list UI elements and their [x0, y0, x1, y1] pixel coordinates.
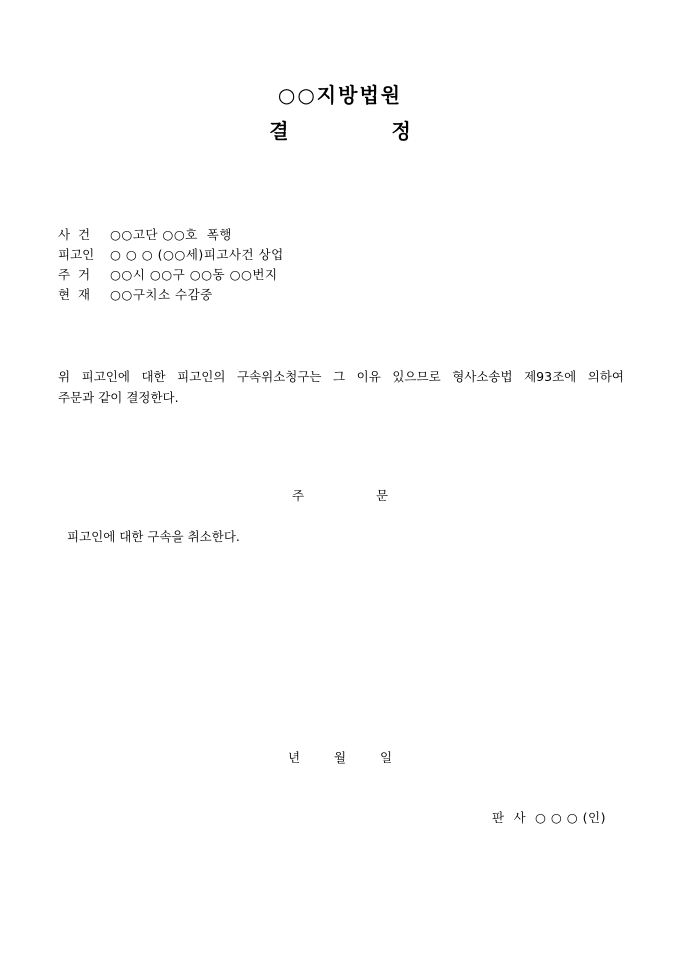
reason-line-1: 위 피고인에 대한 피고인의 구속위소청구는 그 이유 있으므로 형사소송법 제93조에 의하여 [58, 369, 624, 384]
date-year-label: 년 [288, 750, 301, 765]
document-type-title: 결 정 [269, 119, 459, 143]
case-info-value: ○○구치소 수감중 [110, 287, 213, 302]
case-info-label: 주 거 [58, 267, 91, 282]
reason-paragraph [58, 366, 624, 408]
case-info-row-current [58, 285, 284, 305]
case-info-label: 피고인 [58, 247, 95, 262]
case-info-row-case [58, 225, 284, 245]
case-info-label: 현 재 [58, 287, 91, 302]
case-info-label: 사 건 [58, 227, 91, 242]
case-info-row-defendant [58, 245, 284, 265]
case-info-row-residence [58, 265, 284, 285]
case-info-value: ○○시 ○○구 ○○동 ○○번지 [110, 267, 278, 282]
case-info-value: ○ ○ ○ (○○세)피고사건 상업 [110, 247, 284, 262]
date-line [288, 748, 426, 766]
date-month-label: 월 [334, 750, 347, 765]
reason-line-2: 주문과 같이 결정한다. [58, 390, 179, 405]
case-info-block [58, 225, 284, 305]
date-day-label: 일 [380, 750, 393, 765]
disposition-text: 피고인에 대한 구속을 취소한다. [67, 529, 240, 544]
court-name: ○○지방법원 [277, 83, 403, 107]
case-info-value: ○○고단 ○○호 폭행 [110, 227, 232, 242]
judge-signature: 판 사 ○ ○ ○ (인) [492, 810, 607, 825]
disposition-heading: 주 문 [291, 488, 423, 503]
